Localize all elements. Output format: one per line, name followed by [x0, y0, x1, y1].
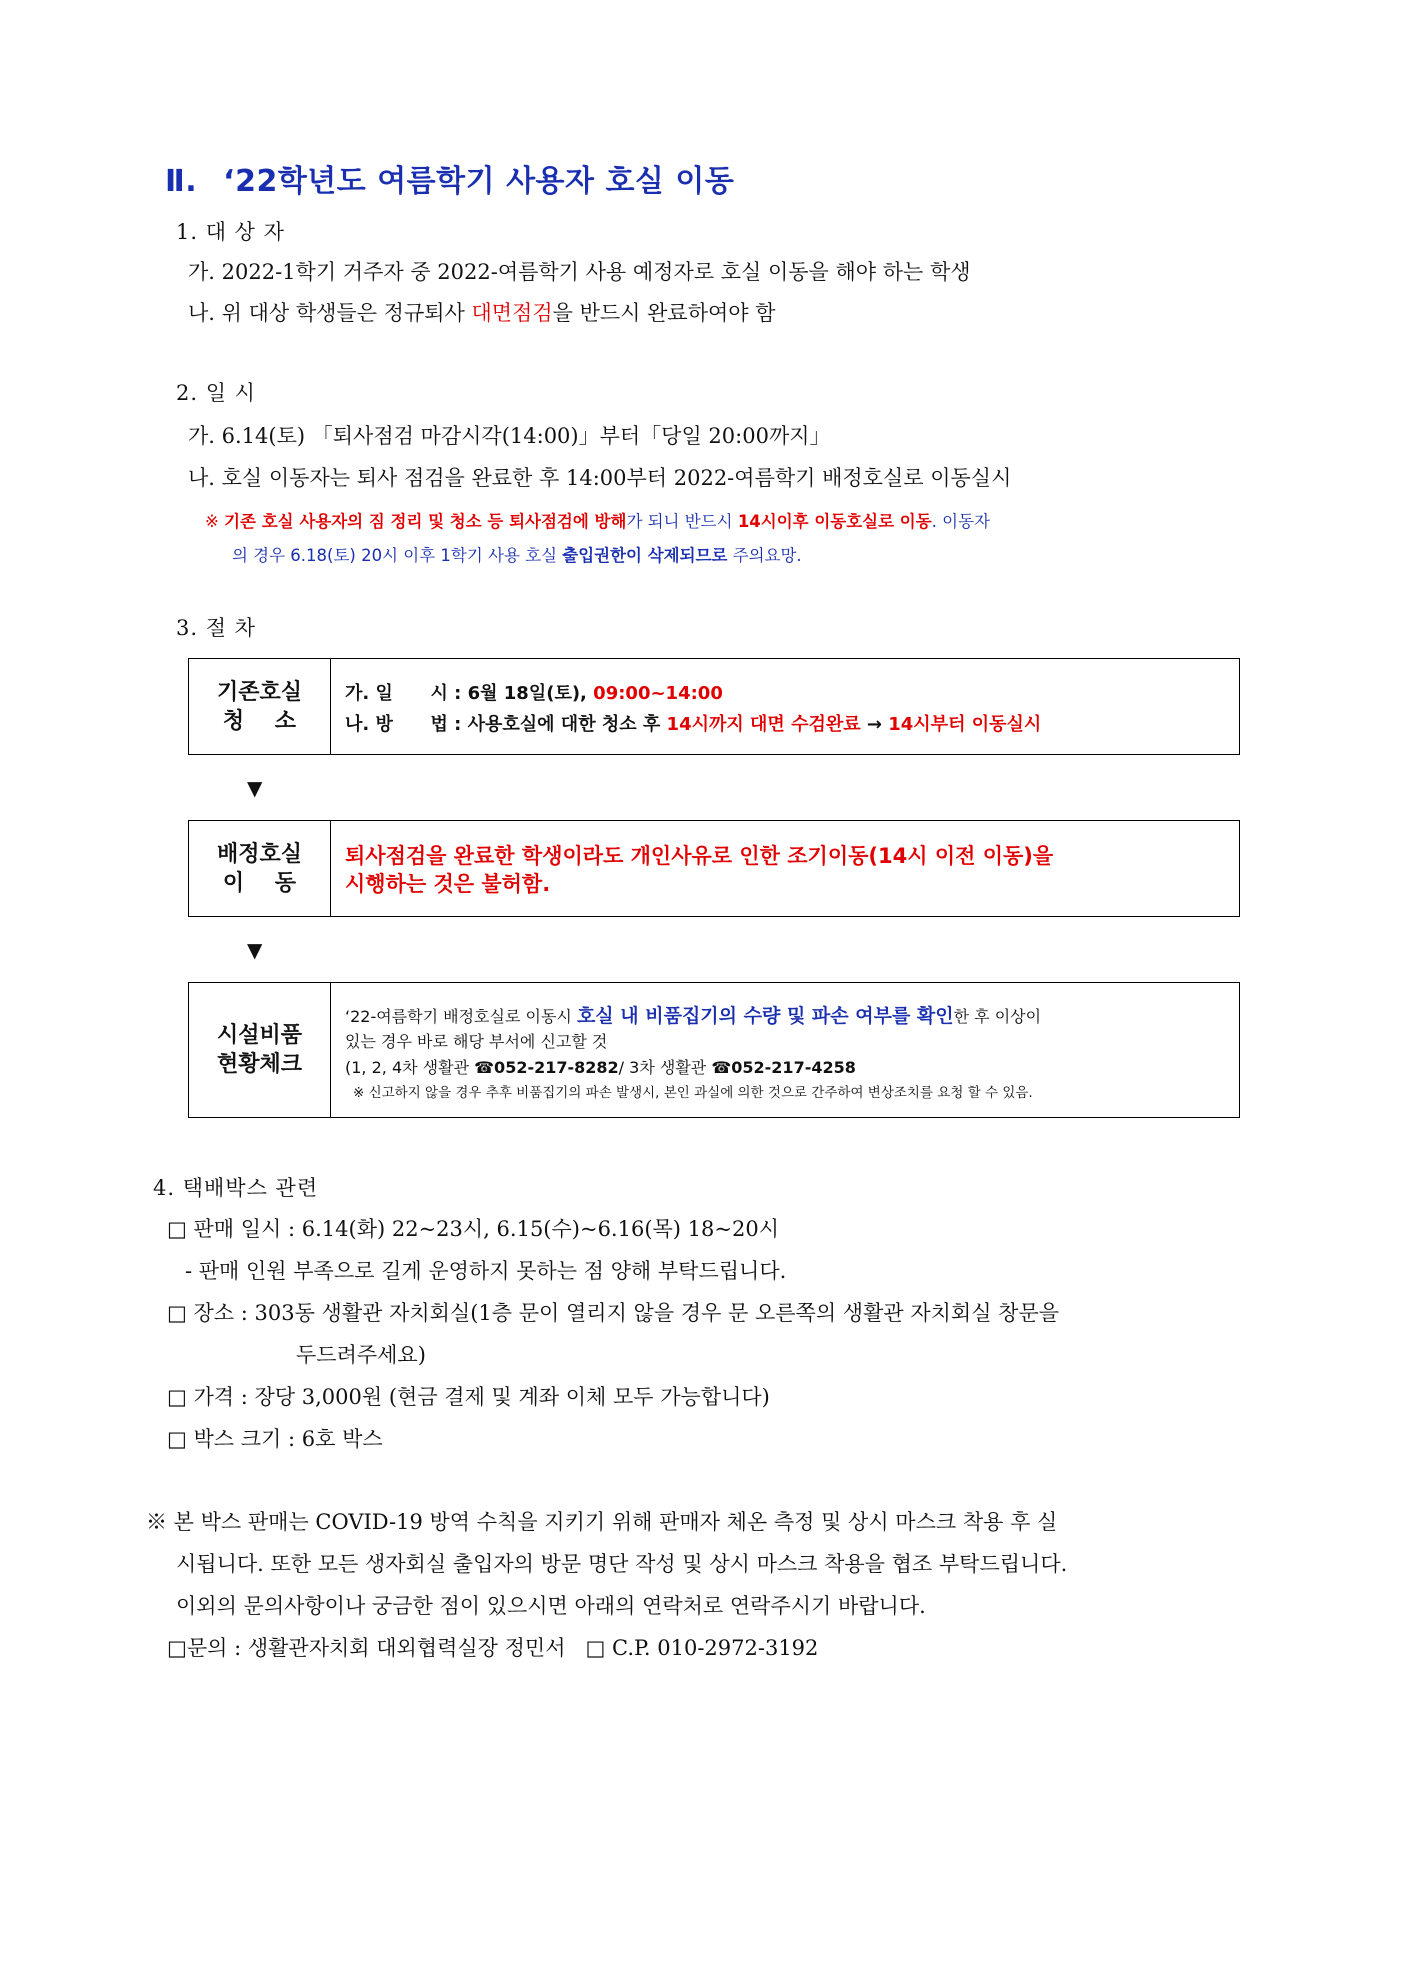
phone-number-1: ☎052-217-8282 [474, 1058, 619, 1077]
s1-heading: 1. 대 상 자 [176, 220, 285, 244]
box3-line-3: (1, 2, 4차 생활관 ☎052-217-8282/ 3차 생활관 ☎052-217-4258 [345, 1058, 856, 1077]
notice-line-1: ※ 본 박스 판매는 COVID-19 방역 수칙을 지키기 위해 판매자 체온 측정 및 상시 마스크 착용 후 실 [146, 1510, 1058, 1534]
notice-line-3: 이외의 문의사항이나 궁금한 점이 있으시면 아래의 연락처로 연락주시기 바랍니다. [176, 1594, 926, 1618]
box1-row-method: 나. 방 법 : 사용호실에 대한 청소 후 14시까지 대면 수검완료 → 14시부터 이동실시 [345, 714, 1042, 735]
box3-line-1: ‘22-여름학기 배정호실로 이동시 호실 내 비품집기의 수량 및 파손 여부를 확인한 후 이상이 [345, 1005, 1042, 1027]
procedure-box-cleaning [188, 658, 1240, 755]
down-arrow-icon: ▼ [247, 776, 263, 800]
box3-content [345, 983, 1231, 1117]
box1-content [345, 659, 1231, 754]
box2-line-2: 시행하는 것은 불허함. [345, 872, 551, 896]
s4-line-5: □ 가격 : 장당 3,000원 (현금 결제 및 계좌 이체 모두 가능합니다) [167, 1385, 770, 1409]
procedure-box-move [188, 820, 1240, 917]
section-title-text: ‘22학년도 여름학기 사용자 호실 이동 [223, 164, 735, 199]
box3-label: 시설비품 현황체크 [189, 983, 331, 1117]
s1-item-2: 나. 위 대상 학생들은 정규퇴사 대면점검을 반드시 완료하여야 함 [188, 301, 776, 325]
s3-heading: 3. 절 차 [176, 616, 256, 640]
s2-note-line-2: 의 경우 6.18(토) 20시 이후 1학기 사용 호실 출입권한이 삭제되므로 주의요망. [232, 546, 802, 565]
section-roman-numeral: Ⅱ. [165, 164, 198, 199]
box1-label: 기존호실 청 소 [189, 659, 331, 754]
box2-content [345, 821, 1231, 916]
box3-note: ※ 신고하지 않을 경우 추후 비품집기의 파손 발생시, 본인 과실에 의한 것으로 간주하여 변상조치를 요청 할 수 있음. [353, 1085, 1033, 1101]
contact-line: □문의 : 생활관자치회 대외협력실장 정민서 □ C.P. 010-2972-3192 [167, 1636, 819, 1660]
phone-number-2: ☎052-217-4258 [711, 1058, 856, 1077]
s2-heading: 2. 일 시 [176, 381, 256, 405]
box2-label: 배정호실 이 동 [189, 821, 331, 916]
s1-item-1: 가. 2022-1학기 거주자 중 2022-여름학기 사용 예정자로 호실 이동을 해야 하는 학생 [188, 260, 971, 284]
s4-line-2: - 판매 인원 부족으로 길게 운영하지 못하는 점 양해 부탁드립니다. [185, 1259, 787, 1283]
s2-item-1: 가. 6.14(토) 「퇴사점검 마감시각(14:00)」부터「당일 20:00까지」 [188, 424, 831, 448]
procedure-box-facility-check [188, 982, 1240, 1118]
face-to-face-check-highlight: 대면점검 [471, 301, 553, 325]
box2-line-1: 퇴사점검을 완료한 학생이라도 개인사유로 인한 조기이동(14시 이전 이동)을 [345, 844, 1054, 868]
s4-heading: 4. 택배박스 관련 [153, 1176, 319, 1200]
s4-line-1: □ 판매 일시 : 6.14(화) 22~23시, 6.15(수)~6.16(목) 18~20시 [167, 1217, 779, 1241]
section-title [165, 156, 734, 200]
down-arrow-icon: ▼ [247, 938, 263, 962]
s2-item-2: 나. 호실 이동자는 퇴사 점검을 완료한 후 14:00부터 2022-여름학기 배정호실로 이동실시 [188, 466, 1012, 490]
s4-line-6: □ 박스 크기 : 6호 박스 [167, 1427, 383, 1451]
notice-line-2: 시됩니다. 또한 모든 생자회실 출입자의 방문 명단 작성 및 상시 마스크 착용을 협조 부탁드립니다. [176, 1552, 1068, 1576]
s4-line-3: □ 장소 : 303동 생활관 자치회실(1층 문이 열리지 않을 경우 문 오른쪽의 생활관 자치회실 창문을 [167, 1301, 1060, 1325]
s2-note-line-1: ※ 기존 호실 사용자의 짐 정리 및 청소 등 퇴사점검에 방해가 되니 반드시 14시이후 이동호실로 이동. 이동자 [205, 512, 990, 531]
box3-line-2: 있는 경우 바로 해당 부서에 신고할 것 [345, 1032, 608, 1051]
box1-row-date: 가. 일 시 : 6월 18일(토), 09:00~14:00 [345, 683, 723, 704]
s4-line-4: 두드려주세요) [296, 1343, 426, 1367]
